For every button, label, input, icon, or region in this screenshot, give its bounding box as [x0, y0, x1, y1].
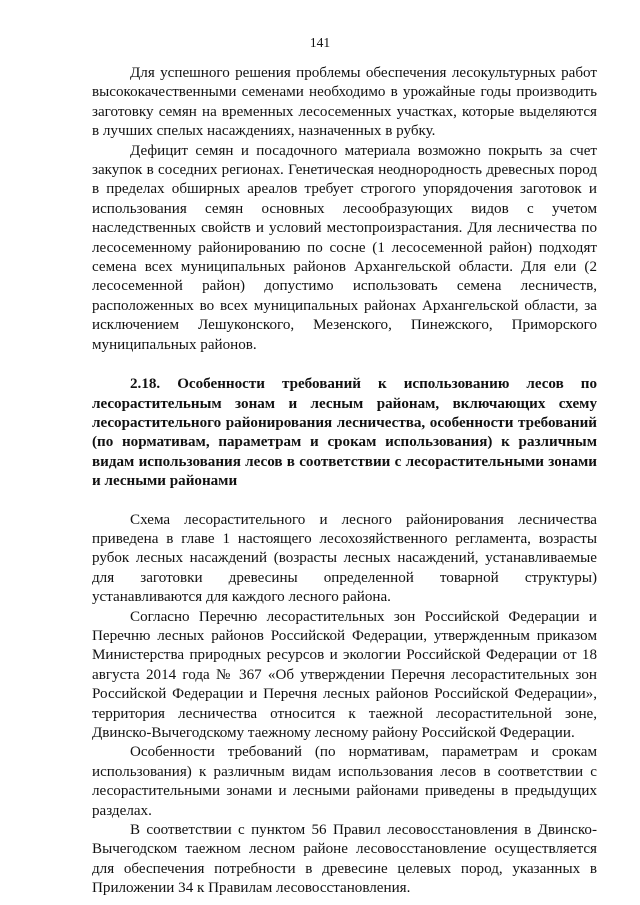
paragraph: Схема лесорастительного и лесного районирования лесничества приведена в главе 1 настоящего лесохозяйственного регламента, возрасты рубок лесных насаждений (возрасты лесных насаждений, устанавливаемые для заготовки древесины определенной товарной структуры) устанавливаются для каждого лесного района. — [92, 511, 597, 606]
page-number: 141 — [309, 35, 331, 50]
document-body — [92, 64, 597, 899]
paragraph: В соответствии с пунктом 56 Правил лесовосстановления в Двинско-Вычегодском таежном лесном районе лесовосстановление осуществляется для обеспечения потребности в древесине целевых пород, указанных в Приложении 34 к Правилам лесовосстановления. — [92, 822, 597, 897]
paragraph: Для успешного решения проблемы обеспечения лесокультурных работ высококачественными семенами необходимо в урожайные годы производить заготовку семян на временных лесосеменных участках, которые выделяются в лучших спелых насаждениях, назначенных в рубку. — [92, 65, 597, 140]
paragraph: Дефицит семян и посадочного материала возможно покрыть за счет закупок в соседних регионах. Генетическая неоднородность древесных пород в пределах обширных ареалов требует строгого упорядочения заготовок и использования семян основных лесообразующих видов с учетом наследственных свойств и условий местопроизрастания. Для лесничества по лесосеменному районированию по сосне (1 лесосеменной район) подходят семена всех муниципальных районов Архангельской области. Для ели (2 лесосеменной район) допустимо использовать семена лесничеств, расположенных во всех муниципальных районах Архангельской области, за исключением Лешуконского, Мезенского, Пинежского, Приморского муниципальных районов. — [92, 142, 597, 353]
section-heading: 2.18. Особенности требований к использованию лесов по лесорастительным зонам и лесным районам, включающих схему лесорастительного районирования лесничества, особенности требований (по нормативам, параметрам и срокам использования) к различным видам использования лесов в соответствии с лесорастительными зонами и лесными районами — [92, 376, 597, 490]
paragraph: Согласно Перечню лесорастительных зон Российской Федерации и Перечню лесных районов Российской Федерации, утвержденным приказом Министерства природных ресурсов и экологии Российской Федерации от 18 августа 2014 года № 367 «Об утверждении Перечня лесорастительных зон Российской Федерации и Перечня лесных районов Российской Федерации», территория лесничества относится к таежной лесорастительной зоне, Двинско-Вычегодскому таежному лесному району Российской Федерации. — [92, 608, 597, 741]
paragraph: Особенности требований (по нормативам, параметрам и срокам использования) к различным видам использования лесов в соответствии с лесорастительными зонами и лесными районами приведены в предыдущих разделах. — [92, 744, 597, 819]
